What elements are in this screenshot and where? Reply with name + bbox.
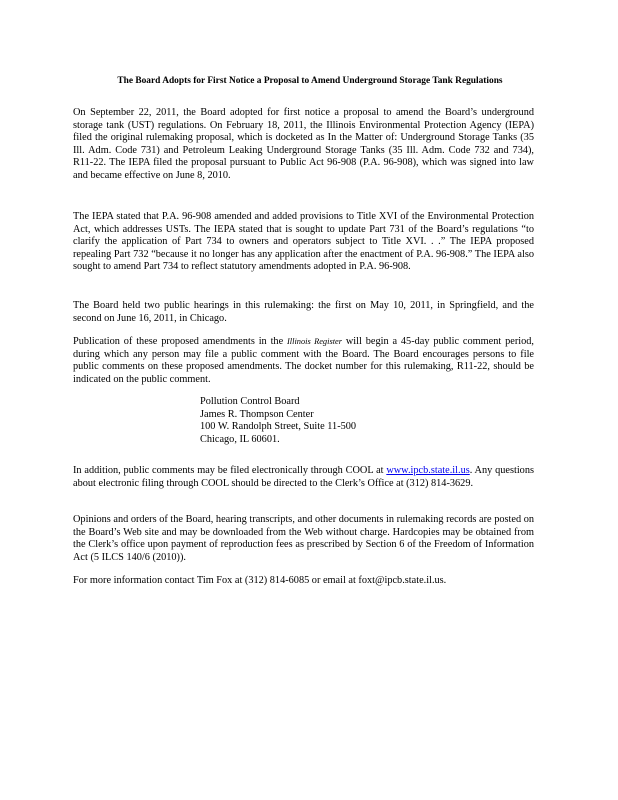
publication-text-start: Publication of these proposed amendments in the [73,336,287,347]
publication-text-end: will begin a 45-day public comment period, during which any person may file a public comment with the Board. The Board encourages persons to file public comments on these proposed amendments. The docket number for this rulemaking, R11-22, should be indicated on the public comment. [73,336,534,385]
address-line-1: Pollution Control Board [200,396,300,407]
paragraph-iepa-statement: The IEPA stated that P.A. 96-908 amended and added provisions to Title XVI of the Environmental Protection Act, which addresses USTs. The IEPA stated that is sought to update Part 731 of the Board’s regulations “to clarify the application of Part 734 to owners and operators subject to Title XVI. . .” The IEPA proposed repealing Part 732 “because it no longer has any application after the enactment of P.A. 96-908.” The IEPA also sought to amend Part 734 to reflect statutory amendments adopted in P.A. 96-908. [73,211,534,273]
paragraph-hearings: The Board held two public hearings in this rulemaking: the first on May 10, 2011, in Springfield, and the second on June 16, 2011, in Chicago. [73,300,534,324]
mailing-address [200,396,460,446]
paragraph-background: On September 22, 2011, the Board adopted for first notice a proposal to amend the Board’s underground storage tank (UST) regulations. On February 18, 2011, the Illinois Environmental Protection Agency (IEPA) filed the original rulemaking proposal, which is docketed as In the Matter of: Underground Storage Tanks (35 Ill. Adm. Code 731) and Petroleum Leaking Underground Storage Tanks (35 Ill. Adm. Code 732 and 734), R11-22. The IEPA filed the proposal pursuant to Public Act 96-908 (P.A. 96-908), which was signed into law and became effective on June 8, 2010. [73,107,534,181]
electronic-filing-text-end: . Any questions about electronic filing through COOL should be directed to the Clerk’s Office at (312) 814-3629. [73,465,534,489]
paragraph-documents: Opinions and orders of the Board, hearing transcripts, and other documents in rulemaking records are posted on the Board’s Web site and may be downloaded from the Web without charge. Hardcopies may be obtained from the Clerk’s office upon payment of reproduction fees as prescribed by Section 6 of the Freedom of Information Act (5 ILCS 140/6 (2010)). [73,514,534,563]
cool-website-link[interactable]: www.ipcb.state.il.us [386,465,470,476]
address-line-4: Chicago, IL 60601. [200,433,280,445]
address-line-2: James R. Thompson Center [200,408,314,420]
paragraph-electronic-filing [73,465,534,490]
electronic-filing-text-start: In addition, public comments may be filed electronically through COOL at [73,465,387,476]
paragraph-contact: For more information contact Tim Fox at (312) 814-6085 or email at foxt@ipcb.state.il.us. [73,575,447,586]
page-title: The Board Adopts for First Notice a Proposal to Amend Underground Storage Tank Regulations [117,76,503,86]
address-line-3: 100 W. Randolph Street, Suite 11-500 [200,421,357,433]
paragraph-publication [73,336,534,386]
illinois-register-title: Illinois Register [287,337,343,346]
